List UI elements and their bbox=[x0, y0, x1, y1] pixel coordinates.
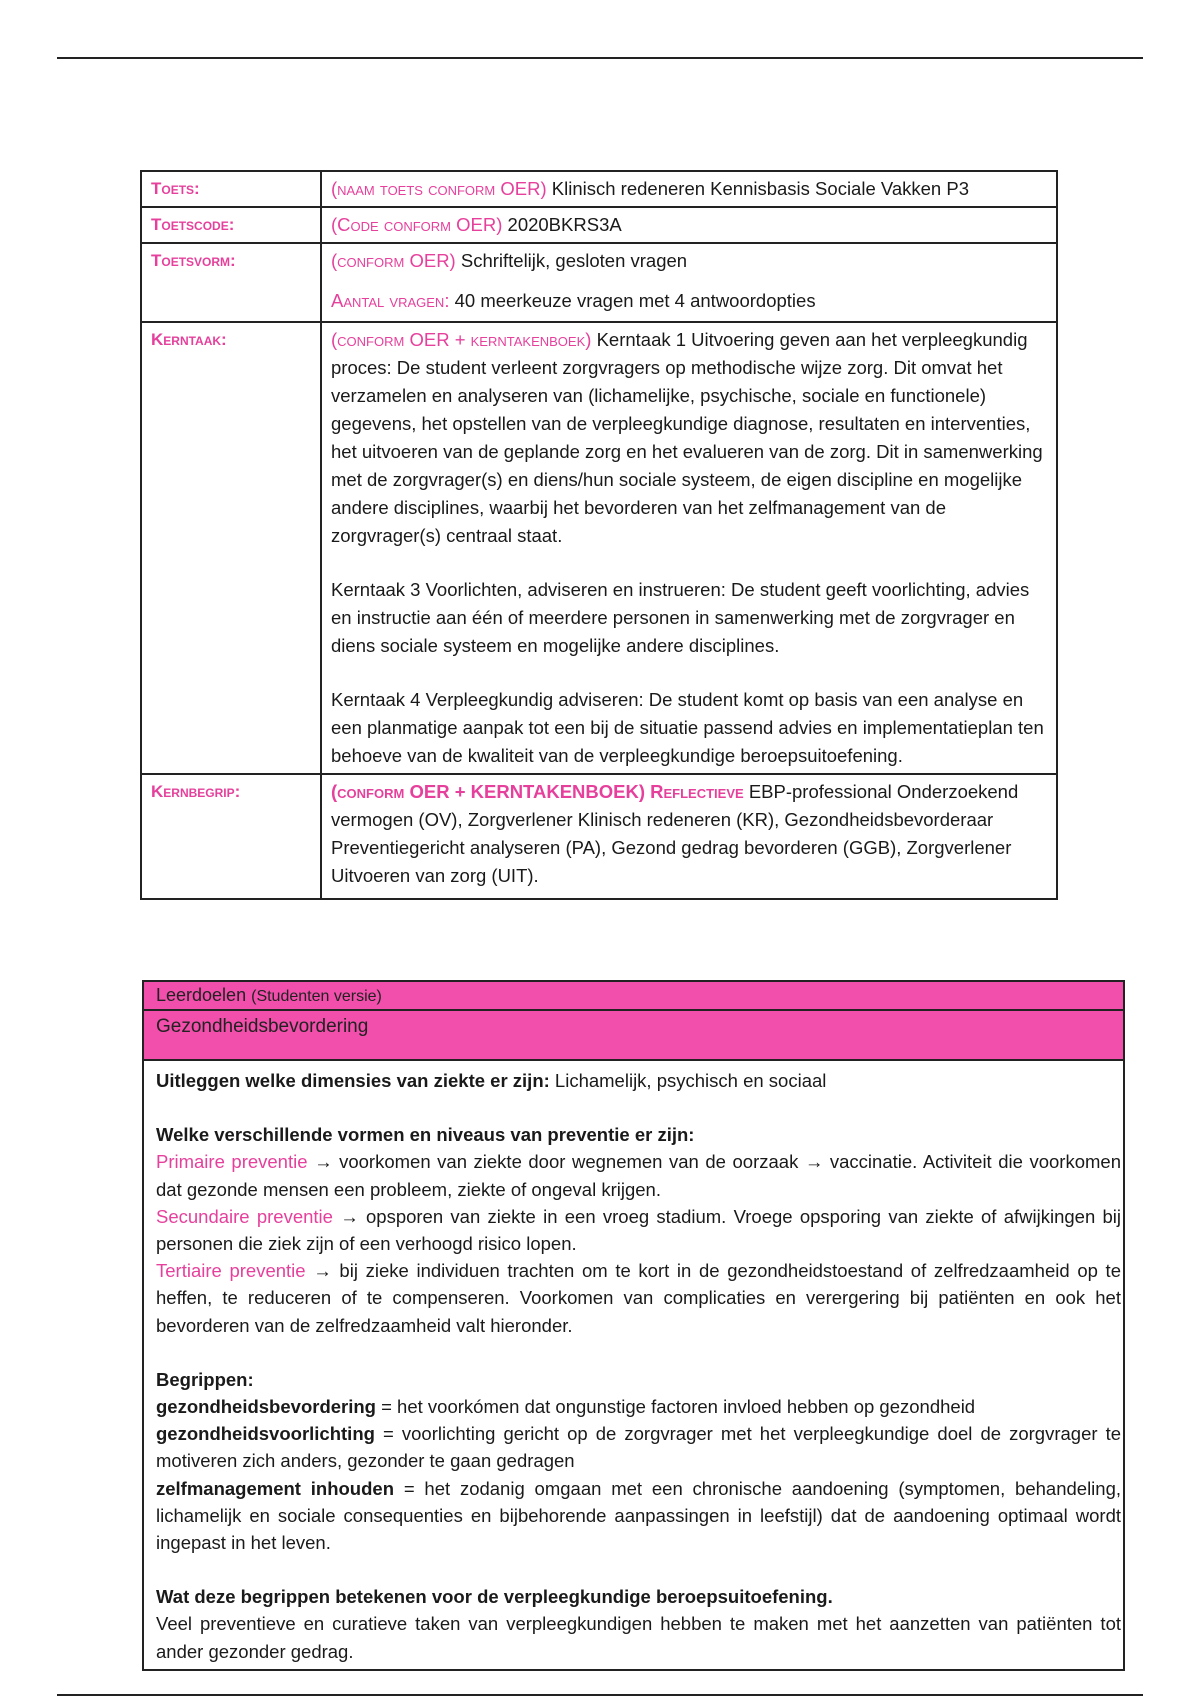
begrip-zelfmanagement bbox=[156, 1475, 1121, 1557]
begrippen-heading: Begrippen: bbox=[156, 1368, 254, 1390]
goals-topic: Gezondheidsbevordering bbox=[144, 1011, 1123, 1061]
text-toetsvorm: Schriftelijk, gesloten vragen bbox=[460, 250, 688, 271]
tertiaire-preventie-text: → bij zieke individuen trachten om te kort in de gezondheidstoestand of zelfredzaamheid op te heffen, te reduceren of te compenseren. Voorkomen van complicaties en verergering bij patiënten en ook het bevorderen van de zelfredzaamheid valt hieronder. bbox=[156, 1260, 1121, 1336]
question-betekenis-answer: Veel preventieve en curatieve taken van verpleegkundigen hebben te maken met het aanzetten van patiënten tot ander gezonder gedrag. bbox=[156, 1613, 1121, 1662]
goals-header-subtitle: (Studenten versie) bbox=[251, 988, 382, 1005]
footer-rule bbox=[57, 1694, 1143, 1696]
prefix-kernbegrip: (conform OER + KERNTAKENBOEK) Reflectieve bbox=[331, 781, 744, 802]
value-toets bbox=[321, 171, 1057, 207]
text-kerntaak-1: Kerntaak 1 Uitvoering geven aan het verpleegkundig proces: De student verleent zorgvragers op methodische wijze zorg. Dit omvat het verzamelen en analyseren van (lichamelijke, psychische, sociale en functionele) gegevens, het opstellen van de verpleegkundige diagnose, resultaten en interventies, het uitvoeren van de geplande zorg en het evalueren van de zorg. Dit in samenwerking met de zorgvrager(s) en diens/hun sociale systeem, de eigen discipline en mogelijke andere disciplines, waarbij het bevorderen van het zelfmanagement van de zorgvrager(s) centraal staat. bbox=[331, 329, 1043, 546]
primaire-preventie-label: Primaire preventie bbox=[156, 1151, 308, 1173]
text-kerntaak-4: Kerntaak 4 Verpleegkundig adviseren: De student komt op basis van een analyse en een planmatige aanpak tot een bij de situatie passend advies en implementatieplan ten behoeve van de kwaliteit van de verpleegkundige beroepsuitoefening. bbox=[331, 689, 1044, 766]
begrip-gezondheidsbevordering bbox=[156, 1393, 1121, 1420]
begrip-3-def: = het zodanig omgaan met een chronische aandoening (symptomen, behandeling, lichamelijk en sociale consequenties en bijbehorende aanpassingen in leefstijl) dat de aandoening optimaal wordt ingepast in het leven. bbox=[156, 1477, 1122, 1554]
value-kerntaak bbox=[321, 322, 1057, 774]
row-toetscode bbox=[141, 207, 1057, 243]
tertiaire-preventie-label: Tertiaire preventie bbox=[156, 1260, 306, 1282]
text-aantal-vragen: 40 meerkeuze vragen met 4 antwoordopties bbox=[454, 290, 816, 311]
label-aantal-vragen: Aantal vragen: bbox=[331, 290, 450, 311]
label-toetsvorm: Toetsvorm: bbox=[141, 243, 321, 322]
text-kerntaak-3: Kerntaak 3 Voorlichten, adviseren en instrueren: De student geeft voorlichting, advies en instructie aan één of meerdere personen in samenwerking met de zorgvrager en diens sociale systeem en mogelijke andere disciplines. bbox=[331, 579, 1030, 656]
secundaire-preventie bbox=[156, 1203, 1121, 1257]
row-kerntaak bbox=[141, 322, 1057, 774]
begrippen-title bbox=[156, 1366, 1121, 1393]
value-kernbegrip bbox=[321, 774, 1057, 899]
begrip-2-term: gezondheidsvoorlichting bbox=[156, 1423, 375, 1445]
begrip-3-term: zelfmanagement inhouden bbox=[156, 1477, 394, 1499]
label-kerntaak: Kerntaak: bbox=[141, 322, 321, 774]
prefix-toetsvorm: (conform OER) bbox=[331, 250, 456, 271]
text-toetscode: 2020BKRS3A bbox=[507, 214, 622, 235]
text-kernbegrip: EBP-professional Onderzoekend vermogen (OV), Zorgverlener Klinisch redeneren (KR), Gezondheidsbevorderaar Preventiegericht analyseren (PA), Gezond gedrag bevorderen (GGB), Zorgverlener Uitvoeren van zorg (UIT). bbox=[331, 781, 1019, 886]
primaire-preventie bbox=[156, 1148, 1121, 1202]
question-preventie-title: Welke verschillende vormen en niveaus van preventie er zijn: bbox=[156, 1124, 695, 1146]
primaire-preventie-text: → voorkomen van ziekte door wegnemen van de oorzaak → vaccinatie. Activiteit die voorkomen dat gezonde mensen een probleem, ziekte of ongeval krijgen. bbox=[156, 1151, 1121, 1200]
test-info-table bbox=[140, 170, 1058, 900]
tertiaire-preventie bbox=[156, 1257, 1121, 1339]
value-toetsvorm bbox=[321, 243, 1057, 322]
goals-header bbox=[144, 982, 1123, 1011]
question-dimensies-title: Uitleggen welke dimensies van ziekte er zijn: bbox=[156, 1070, 550, 1091]
question-dimensies-answer: Lichamelijk, psychisch en sociaal bbox=[554, 1070, 827, 1091]
learning-goals-table bbox=[142, 980, 1125, 1671]
prefix-toets: (naam toets conform OER) bbox=[331, 178, 547, 199]
question-betekenis-title: Wat deze begrippen betekenen voor de verpleegkundige beroepsuitoefening. bbox=[156, 1586, 833, 1608]
text-toets: Klinisch redeneren Kennisbasis Sociale Vakken P3 bbox=[551, 178, 969, 199]
prefix-toetscode: (Code conform OER) bbox=[331, 214, 503, 235]
header-rule bbox=[57, 57, 1143, 59]
begrip-2-def: = voorlichting gericht op de zorgvrager met het verpleegkundige doel de zorgvrager te motiveren zich anders, gezonder te gaan gedragen bbox=[156, 1423, 1122, 1472]
goals-header-title: Leerdoelen bbox=[156, 985, 247, 1005]
label-toets: Toets: bbox=[141, 171, 321, 207]
value-toetscode bbox=[321, 207, 1057, 243]
begrip-gezondheidsvoorlichting bbox=[156, 1420, 1121, 1474]
begrip-1-def: = het voorkómen dat ongunstige factoren invloed hebben op gezondheid bbox=[381, 1396, 976, 1418]
row-toetsvorm bbox=[141, 243, 1057, 322]
secundaire-preventie-text: → opsporen van ziekte in een vroeg stadium. Vroege opsporing van ziekte of afwijkingen bij personen die ziek zijn of een verhoogd risico lopen. bbox=[156, 1205, 1121, 1255]
prefix-kerntaak: (conform OER + kerntakenboek) bbox=[331, 329, 592, 350]
question-dimensies bbox=[156, 1067, 1121, 1094]
goals-content bbox=[144, 1061, 1123, 1669]
secundaire-preventie-label: Secundaire preventie bbox=[156, 1205, 333, 1227]
begrip-1-term: gezondheidsbevordering bbox=[156, 1396, 376, 1418]
row-kernbegrip bbox=[141, 774, 1057, 899]
row-toets bbox=[141, 171, 1057, 207]
label-kernbegrip: Kernbegrip: bbox=[141, 774, 321, 899]
question-betekenis bbox=[156, 1583, 1121, 1610]
question-preventie bbox=[156, 1121, 1121, 1148]
label-toetscode: Toetscode: bbox=[141, 207, 321, 243]
